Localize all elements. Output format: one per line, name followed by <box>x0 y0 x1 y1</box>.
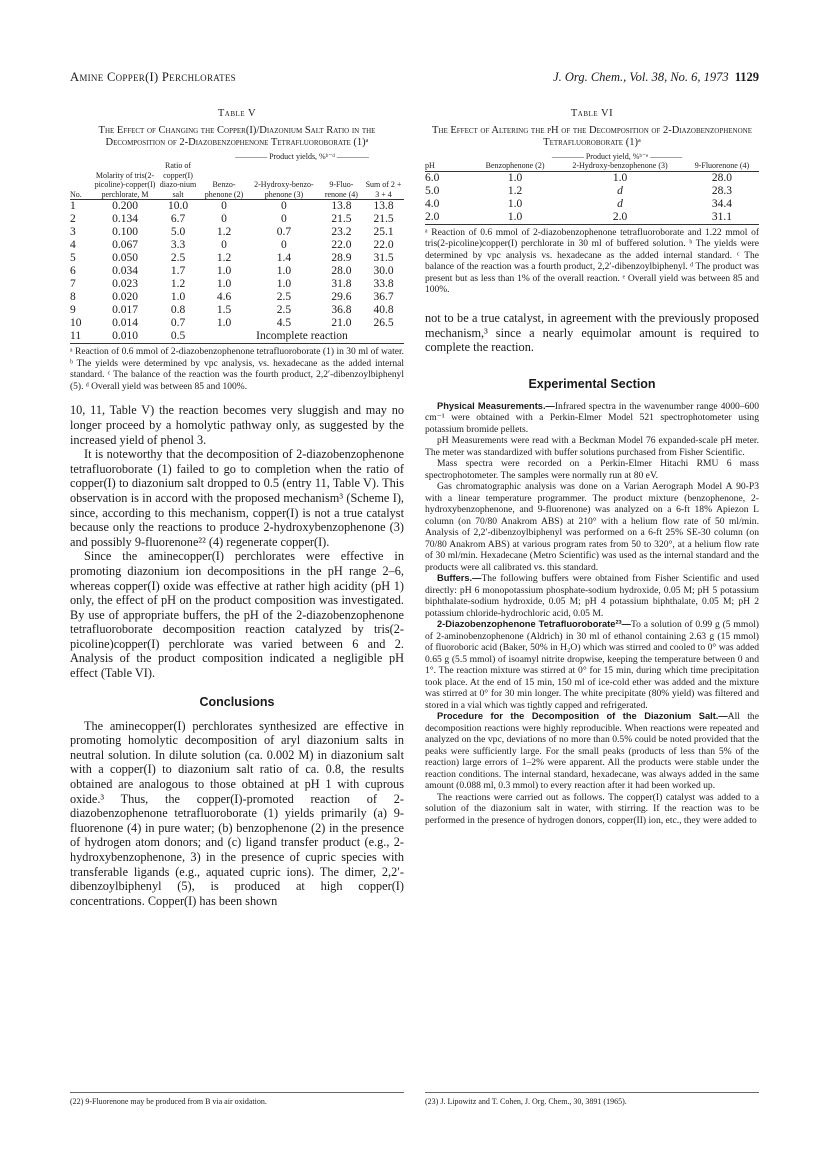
table5-cell: 2.5 <box>276 291 292 303</box>
table5-cell: 3 <box>70 226 76 238</box>
table5-cell: 30.0 <box>373 265 394 277</box>
table5-cell: 1.2 <box>170 278 186 290</box>
footnote: (22) 9-Fluorenone may be produced from B via air oxidation. <box>70 1092 404 1107</box>
table5-header-cell: Benzo-phenone (2) <box>204 180 244 199</box>
table5-cell: 28.0 <box>331 265 352 277</box>
experimental-paragraph <box>425 401 759 436</box>
table5-cell: 36.7 <box>373 291 394 303</box>
table5-cell: 22.0 <box>331 239 352 251</box>
table-row <box>70 200 404 214</box>
table6-label: Table VI <box>570 108 614 119</box>
table5-header-cell: 9-Fluo-renone (4) <box>324 180 358 199</box>
table-row <box>70 317 404 330</box>
table5-cell: 9 <box>70 304 76 316</box>
table-row <box>70 265 404 278</box>
table5-cell: 21.5 <box>331 213 352 225</box>
table-row <box>70 278 404 291</box>
paragraph-text: Mass spectra were recorded on a Perkin-Elmer Hitachi RMU 6 mass spectrophotometer. The samples were normally run at 80 eV. <box>425 458 759 481</box>
table6-cell: 28.0 <box>711 171 732 184</box>
table5-title: The Effect of Changing the Copper(I)/Diazonium Salt Ratio in the Decomposition of 2-Diazobenzophenone Tetrafluoroborate (1)ᵃ <box>98 124 376 148</box>
table6-cell: 4.0 <box>425 197 440 210</box>
table5-cell: 21.0 <box>331 317 352 329</box>
table5-cell: 0.7 <box>276 226 292 238</box>
table-row <box>70 226 404 239</box>
table5-header-cell: No. <box>70 189 82 199</box>
table5-cell: 2.5 <box>276 304 292 316</box>
table5-cell: 1.2 <box>216 252 232 264</box>
paragraph: 10, 11, Table V) the reaction becomes very sluggish and may no longer proceed by a homolytic pathway only, as suggested by the increased yield of phenol 3. <box>70 403 404 447</box>
table5-cell: 0.8 <box>170 304 186 316</box>
paragraph-lead: Physical Measurements.— <box>437 400 555 411</box>
paragraph-text: All the decomposition reactions were highly reproducible. When reactions were repeated and analyzed on the vpc, deviations of no more than 0.5% could be noted provided that the peaks were sufficiently large. For the small peaks (products of less than 5% of the reaction) large errors of 1–2% were apparent. All the products were stable under the reaction conditions. The internal standard, hexadecane, was always added in the same amount (0.088 ml, 0.3 mmol) to every reaction after it had been worked up. <box>425 711 759 792</box>
table5-cell: 0.050 <box>112 252 138 264</box>
table-row <box>70 304 404 317</box>
experimental-paragraph <box>425 711 759 792</box>
paragraph-text: The following buffers were obtained from Fisher Scientific and used directly: pH 6 monopotassium phosphate-sodium hydroxide, 0.05 M; pH 5 potassium biphthalate-sodium hydroxide, 0.05 M; pH 4 potassium biphthalate, 0.05 M; pH 2 potassium chloride-hydrochloric acid, 0.05 M. <box>425 573 759 619</box>
table5-cell: 33.8 <box>373 278 394 290</box>
table5-cell: 10 <box>70 317 82 329</box>
table5-cell: 13.8 <box>331 200 352 212</box>
paragraph-lead: Buffers.— <box>437 573 482 584</box>
table5-cell: 0.034 <box>112 265 138 277</box>
table6-cell: 6.0 <box>425 171 440 184</box>
table5-cell: 25.1 <box>373 226 394 238</box>
table6-cell: d <box>617 184 623 197</box>
experimental-body <box>425 401 759 827</box>
table5-cell: 0.7 <box>170 317 186 329</box>
experimental-paragraph <box>425 792 759 827</box>
table6-cell: 34.4 <box>711 197 732 210</box>
table5-cell: 1.0 <box>276 265 292 277</box>
right-column <box>425 108 759 826</box>
table5-cell: 31.5 <box>373 252 394 264</box>
table6-cell: 1.0 <box>612 171 628 184</box>
table-row <box>425 171 759 185</box>
table5-header-cell: Sum of 2 + 3 + 4 <box>365 180 402 199</box>
table5-cell: 7 <box>70 278 76 290</box>
table5-cell: 0.017 <box>112 304 138 316</box>
table6-cell: 5.0 <box>425 184 440 197</box>
table5-cell: 29.6 <box>331 291 352 303</box>
experimental-paragraph <box>425 619 759 711</box>
table5-body <box>70 200 404 331</box>
table6-caption <box>425 108 759 150</box>
table5-cell: 22.0 <box>373 239 394 251</box>
experimental-paragraph <box>425 573 759 619</box>
table5-cell: 0.134 <box>112 213 138 225</box>
table5-cell: 1.2 <box>216 226 232 238</box>
table5-cell: 0 <box>281 239 287 251</box>
table5-cell: 1.4 <box>276 252 292 264</box>
table6-cell: 1.2 <box>507 184 523 197</box>
table6-body <box>425 171 759 224</box>
table5-header-cell: Ratio of copper(I) diazo-nium salt <box>159 161 197 199</box>
table5-cell: 1 <box>70 200 76 212</box>
table5-cell: 0.067 <box>112 239 138 251</box>
table-row <box>425 185 759 198</box>
table5-cell: 0 <box>221 213 227 225</box>
table-row <box>70 239 404 252</box>
table5-cell: Incomplete reaction <box>256 330 348 342</box>
left-column <box>70 108 404 908</box>
table6-cell: 1.0 <box>507 171 523 184</box>
table5-cell: 1.5 <box>216 304 232 316</box>
table5-cell: 0.100 <box>112 226 138 238</box>
journal-name: J. Org. Chem., Vol. 38, No. 6, 1973 <box>553 70 729 84</box>
table5 <box>70 152 404 345</box>
table6-header-cell: Benzophenone (2) <box>485 161 545 170</box>
table-row <box>70 252 404 265</box>
table5-cell: 0 <box>221 200 227 212</box>
table5-header-cell: Molarity of tris(2-picoline)-copper(I) perchlorate, M <box>94 170 156 199</box>
table5-cell: 3.3 <box>170 239 186 251</box>
table5-footnote: ᵃ Reaction of 0.6 mmol of 2-diazobenzophenone tetrafluoroborate (1) in 30 ml of water. ᵇ The yields were determined by vpc analysis, vs. hexadecane as the added internal standard. ᶜ The balance of the reaction was the fourth product, 2,2′-dibenzoylbiphenyl (5). ᵈ Overall yield was between 85 and 100%. <box>70 347 404 392</box>
table5-cell: 11 <box>70 330 82 342</box>
table5-cell: 10.0 <box>167 200 189 212</box>
table6-header-cell: 2-Hydroxy-benzophenone (3) <box>572 161 668 170</box>
table5-cell: 5.0 <box>170 226 186 238</box>
table5-label: Table V <box>217 108 257 119</box>
table5-cell: 4 <box>70 239 76 251</box>
table6 <box>425 152 759 225</box>
table5-cell: 31.8 <box>331 278 352 290</box>
table5-cell: 21.5 <box>373 213 394 225</box>
table5-cell: 40.8 <box>373 304 394 316</box>
table5-cell: 28.9 <box>331 252 352 264</box>
journal-citation <box>553 70 759 85</box>
table5-cell: 4.6 <box>216 291 232 303</box>
page-number: 1129 <box>734 70 759 84</box>
table5-cell: 6 <box>70 265 76 277</box>
table-row <box>70 213 404 226</box>
table5-caption <box>70 108 404 150</box>
paragraph-text: pH Measurements were read with a Beckman Model 76 expanded-scale pH meter. The meter was standardized with buffer solutions purchased from Fisher Scientific. <box>425 435 759 458</box>
table5-cell: 0.023 <box>112 278 138 290</box>
table6-cell: 1.0 <box>507 210 523 223</box>
table5-cell: 23.2 <box>331 226 352 238</box>
paragraph-text: Gas chromatographic analysis was done on a Varian Aerograph Model A 90-P3 with a linear temperature programmer. The product mixture (benzophenone, 2-hydroxybenzophenone, and 9-fluorenone) was analyzed on a 6-ft 18% Apiezon L column (on 70/80 Anakrom ABS) at 210° with a helium flow rate of 50 ml/min. Analysis of 2,2′-dibenzoylbiphenyl was performed on a 6-ft 25% SE-30 column (on 70/80 Anakrom ABS) at various program rates from 50 to 320°, at a helium flow rate of 30 ml/min. Hexadecane (Metro Scientific) was used as the internal standard and the products were all calibrated vs. this standard. <box>425 481 759 573</box>
paragraph: not to be a true catalyst, in agreement with the previously proposed mechanism,³ since a nearly equimolar amount is required to complete the reaction. <box>425 311 759 355</box>
table5-cell: 0 <box>281 213 287 225</box>
paragraph: Since the aminecopper(I) perchlorates were effective in promoting diazonium ion decompositions in the pH range 2–6, whereas copper(I) oxide was effective at rather high acidity (pH 1) only, the effect of pH on the product composition was investigated. By use of appropriate buffers, the pH of the 2-diazobenzophenone tetrafluoroborate decomposition reaction catalyzed by tris(2-picoline)copper(I) perchlorate was varied between 6 and 2. Analysis of the product composition indicated a negligible pH effect (Table VI). <box>70 549 404 681</box>
table5-cell: 6.7 <box>170 213 186 225</box>
table-row <box>70 330 404 344</box>
table6-cell: 1.0 <box>507 197 523 210</box>
table6-spanner: ———— Product yield, %ᵇ⁻ᵉ ———— <box>551 151 683 161</box>
running-head: Amine Copper(I) Perchlorates <box>70 70 236 84</box>
table6-cell: 28.3 <box>711 184 732 197</box>
experimental-paragraph <box>425 481 759 573</box>
table5-cell: 0.010 <box>112 330 138 342</box>
table5-cell: 26.5 <box>373 317 394 329</box>
table-row <box>425 211 759 225</box>
table6-title: The Effect of Altering the pH of the Decomposition of 2-Diazobenzophenone Tetrafluoroborate (1)ᵃ <box>432 124 752 148</box>
table5-cell: 4.5 <box>276 317 292 329</box>
table6-cell: 2.0 <box>425 210 440 223</box>
table5-cell: 1.0 <box>216 317 232 329</box>
section-heading: Experimental Section <box>528 376 656 391</box>
table-row <box>425 198 759 211</box>
paragraph-lead: 2-Diazobenzophenone Tetrafluoroborate²³— <box>437 619 631 630</box>
footnote: (23) J. Lipowitz and T. Cohen, J. Org. Chem., 30, 3891 (1965). <box>425 1092 759 1107</box>
table5-cell: 0.5 <box>170 330 186 342</box>
paragraph-lead: Procedure for the Decomposition of the Diazonium Salt.— <box>437 711 728 722</box>
paragraph: It is noteworthy that the decomposition of 2-diazobenzophenone tetrafluoroborate (1) failed to go to completion when the ratio of copper(I) to diazonium salt dropped to 0.5 (entry 11, Table V). This observation is in accord with the proposed mechanism³ (Scheme I), since, according to this mechanism, copper(I) is not a true catalyst because only the reactions to produce 2-hydroxybenzophenone (3) and possibly 9-fluorenone²² (4) regenerate copper(I). <box>70 447 404 549</box>
paragraph: The aminecopper(I) perchlorates synthesized are effective in promoting homolytic decomposition of aryl diazonium salts in neutral solution. In dilute solution (ca. 0.002 M) in diazonium salt with a copper(I) to diazonium salt ratio of ca. 0.8, the results obtained are analogous to those obtained at pH 1 with cuprous oxide.³ Thus, the copper(I)-promoted reaction of 2-diazobenzophenone tetrafluoroborate (1) yields primarily (a) 9-fluorenone (4) in pure water; (b) benzophenone (2) in the presence of hydrogen atom donors; and (c) ligand transfer product (e.g., 2-hydroxybenzophenone, 3) in the presence of cupric species with transferable ligands (e.g., aquated cupric ions). The dimer, 2,2′-dibenzoylbiphenyl (5), is produced at high copper(I) concentrations. Copper(I) has been shown <box>70 718 404 908</box>
table5-spanner: ———— Product yields, %ᵇ⁻ᵈ ———— <box>235 151 369 161</box>
paragraph-text: Infrared spectra in the wavenumber range 4000–600 cm⁻¹ were obtained with a Perkin-Elmer Model 521 spectrophotometer using potassium bromide pellets. <box>425 400 760 435</box>
table-row <box>70 291 404 304</box>
table6-cell: 2.0 <box>612 210 628 223</box>
table5-cell: 1.0 <box>170 291 186 303</box>
table6-cell: 31.1 <box>711 210 732 223</box>
table5-cell: 13.8 <box>373 200 394 212</box>
table6-footnote: ᵃ Reaction of 0.6 mmol of 2-diazobenzophenone tetrafluoroborate and 1.22 mmol of tris(2-picoline)copper(I) perchlorate in 30 ml of buffered solution. ᵇ The yields were determined by vpc analysis vs. hexadecane as the added internal standard. ᶜ The balance of the reaction was a fourth product, 2,2′-dibenzoylbiphenyl. ᵈ The product was present but as less than 1% of the overall reaction. ᵉ Overall yield was between 85 and 100%. <box>425 227 759 296</box>
table5-cell: 1.7 <box>170 265 186 277</box>
table5-cell: 0 <box>281 200 287 212</box>
table5-cell: 2.5 <box>170 252 186 264</box>
experimental-paragraph <box>425 435 759 458</box>
table5-cell: 0.200 <box>112 200 138 212</box>
table6-header-cell: 9-Fluorenone (4) <box>694 161 750 170</box>
table5-cell: 1.0 <box>216 278 232 290</box>
table5-cell: 1.0 <box>276 278 292 290</box>
table5-header-cell: 2-Hydroxy-benzo-phenone (3) <box>254 180 314 199</box>
paragraph-text: The reactions were carried out as follows. The copper(I) catalyst was added to a solution of the diazonium salt in water, with stirring. If the reaction was to be performed in the presence of hydrogen donors, copper(II) ion, etc., they were added to <box>425 791 759 826</box>
paragraph-text: To a solution of 0.99 g (5 mmol) of 2-aminobenzophenone (Aldrich) in 30 ml of ethanol containing 2.63 g (15 mmol) of fluoroboric acid (Baker, 50% in H₂O) which was stirred and cooled to 0° was added 0.65 g (5.5 mmol) of isoamyl nitrite dropwise, keeping the temperature between 0 and 1°. The reaction mixture was stirred at 0° for 15 min, during which time precipitation took place. At the end of 15 min, 150 ml of ice-cold ether was added and the mixture was stirred at 0° for 30 min longer. The white precipitate (80% yield) was filtered and stored in a vial which was tightly capped and refrigerated. <box>425 619 759 711</box>
table5-cell: 0 <box>221 239 227 251</box>
experimental-paragraph <box>425 458 759 481</box>
table5-cell: 8 <box>70 291 76 303</box>
table5-cell: 0.020 <box>112 291 138 303</box>
section-heading: Conclusions <box>199 694 275 709</box>
table5-cell: 2 <box>70 213 76 225</box>
table5-cell: 1.0 <box>216 265 232 277</box>
table6-cell: d <box>617 197 623 210</box>
table5-cell: 36.8 <box>331 304 352 316</box>
table6-header-cell: pH <box>425 161 435 170</box>
table5-cell: 0.014 <box>112 317 138 329</box>
table5-cell: 5 <box>70 252 76 264</box>
